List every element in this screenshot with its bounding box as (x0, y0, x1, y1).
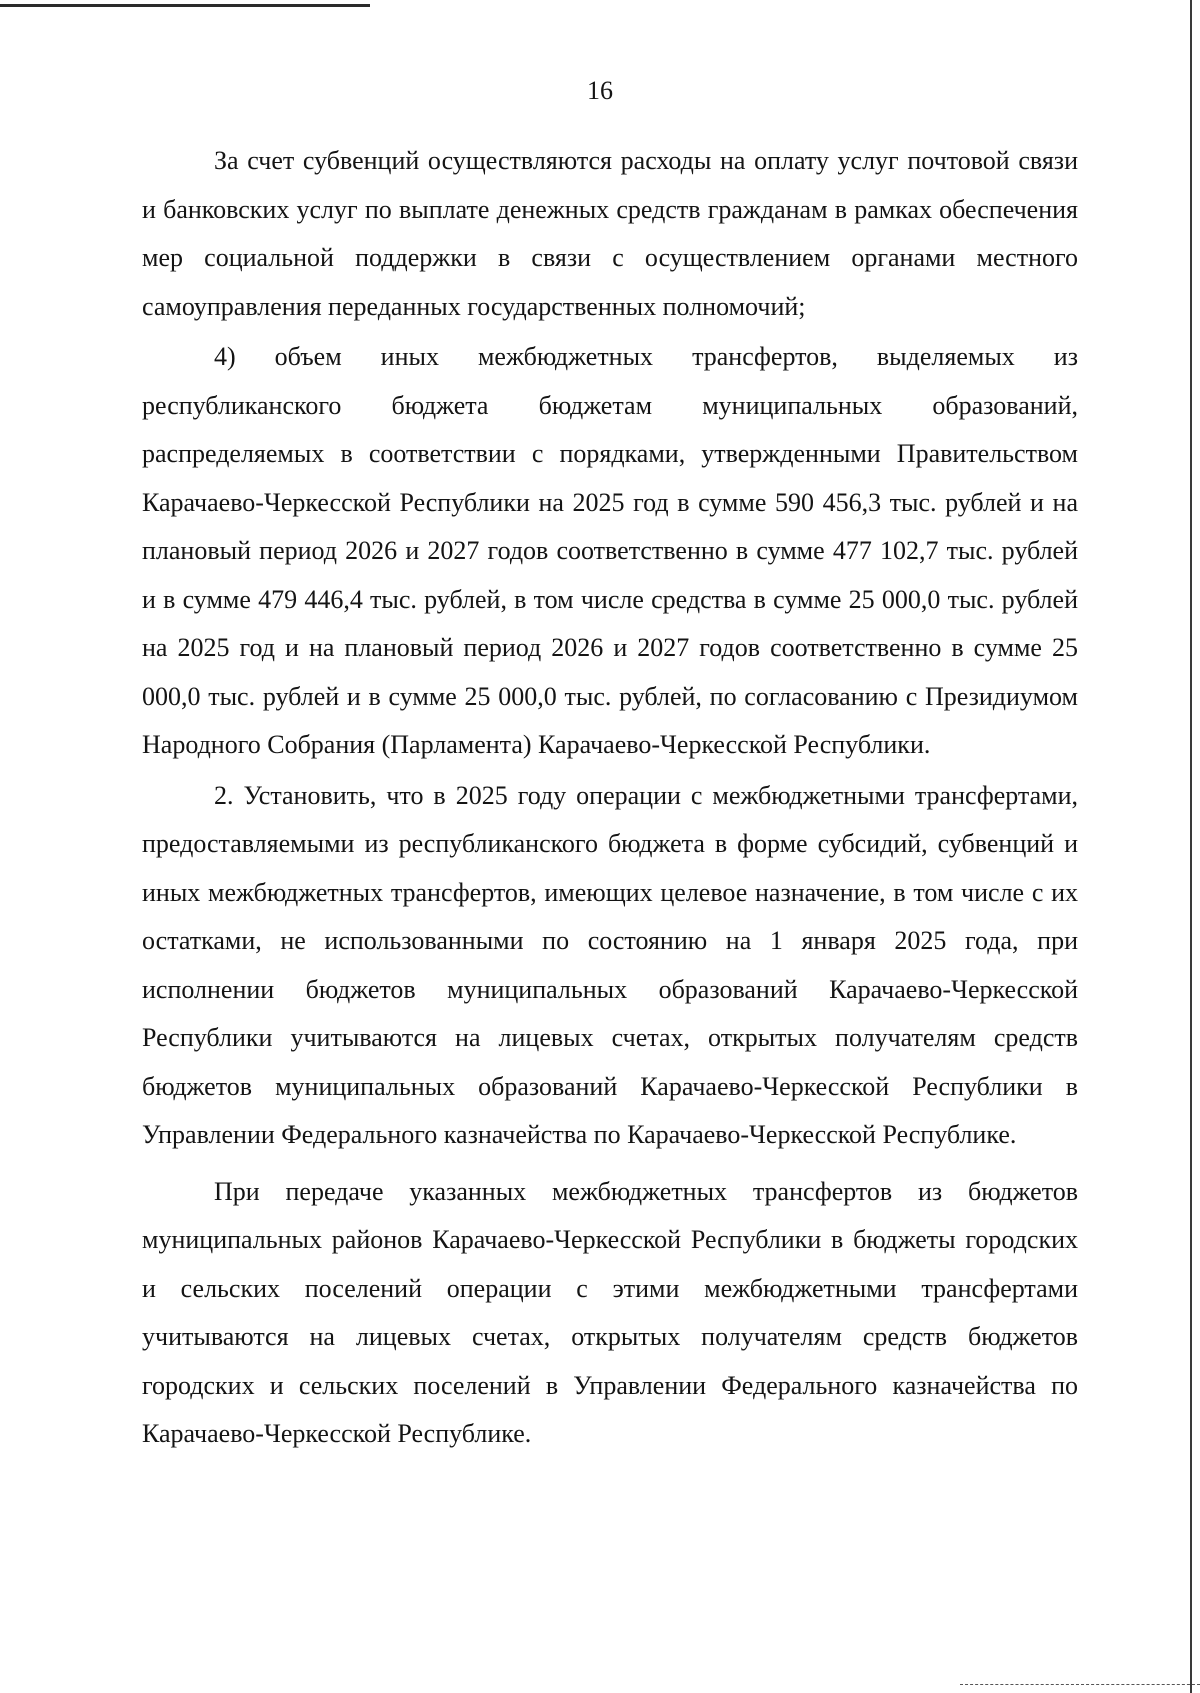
document-body (142, 137, 1078, 1459)
paragraph-transfer-settlements: При передаче указанных межбюджетных трансфертов из бюджетов муниципальных районов Карачаево-Черкесской Республики в бюджеты городских и сельских поселений операции с этими межбюджетными трансфертами учитываются на лицевых счетах, открытых получателям средств бюджетов городских и сельских поселений в Управлении Федерального казначейства по Карачаево-Черкесской Республике. (142, 1176, 1078, 1448)
paragraph-subvention-expenses: За счет субвенций осуществляются расходы на оплату услуг почтовой связи и банковских услуг по выплате денежных средств гражданам в рамках обеспечения мер социальной поддержки в связи с осуществлением органами местного самоуправления переданных государственных полномочий; (142, 146, 1078, 321)
page-number: 16 (587, 76, 613, 105)
paragraph-item-4: 4) объем иных межбюджетных трансфертов, выделяемых из республиканского бюджета бюджетам муниципальных образований, распределяемых в соответствии с порядками, утвержденными Правительством Карачаево-Черкесской Республики на 2025 год в сумме 590 456,3 тыс. рублей и на плановый период 2026 и 2027 годов соответственно в сумме 477 102,7 тыс. рублей и в сумме 479 446,4 тыс. рублей, в том числе средства в сумме 25 000,0 тыс. рублей на 2025 год и на плановый период 2026 и 2027 годов соответственно в сумме 25 000,0 тыс. рублей и в сумме 25 000,0 тыс. рублей, по согласованию с Президиумом Народного Собрания (Парламента) Карачаево-Черкесской Республики. (142, 342, 1078, 759)
scan-edge-right (1190, 0, 1192, 1693)
scan-edge-top (0, 4, 370, 7)
scan-edge-bottom (960, 1684, 1200, 1686)
paragraph-clause-2: 2. Установить, что в 2025 году операции с межбюджетными трансфертами, предоставляемыми из республиканского бюджета в форме субсидий, субвенций и иных межбюджетных трансфертов, имеющих целевое назначение, в том числе с их остатками, не использованными по состоянию на 1 января 2025 года, при исполнении бюджетов муниципальных образований Карачаево-Черкесской Республики учитываются на лицевых счетах, открытых получателям средств бюджетов муниципальных образований Карачаево-Черкесской Республики в Управлении Федерального казначейства по Карачаево-Черкесской Республике. (142, 780, 1078, 1149)
